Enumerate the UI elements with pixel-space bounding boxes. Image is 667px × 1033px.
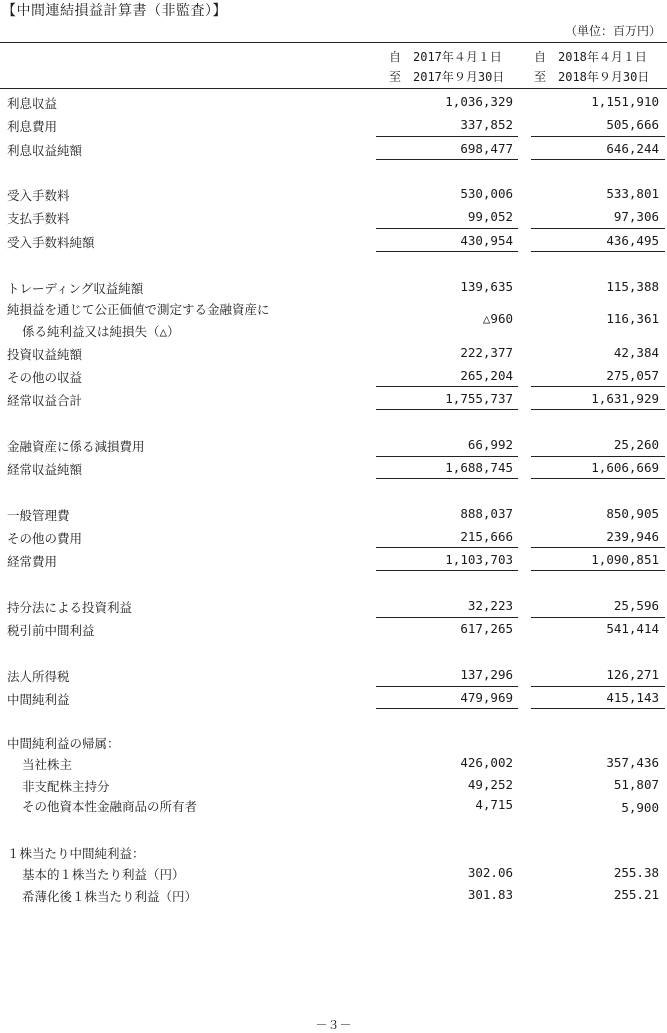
row-label: 一般管理費	[7, 508, 70, 523]
table-row	[0, 797, 667, 819]
row-label: １株当たり中間純利益：	[7, 846, 145, 861]
subtotal-rule	[376, 686, 518, 687]
subtotal-rule	[531, 136, 665, 137]
value-2017: 215,666	[460, 529, 513, 544]
value-2017: 888,037	[460, 506, 513, 521]
subtotal-rule	[376, 570, 518, 571]
value-2017: 4,715	[475, 797, 513, 812]
row-label: 受入手数料	[7, 188, 70, 203]
value-2017: 301.83	[467, 887, 513, 902]
table-row	[0, 844, 667, 866]
value-2018: 850,905	[606, 506, 659, 521]
value-2017: 49,252	[467, 777, 513, 792]
value-2018: 25,260	[613, 437, 659, 452]
value-2018: 533,801	[606, 186, 659, 201]
table-row	[0, 94, 667, 116]
value-2018: 25,596	[613, 598, 659, 613]
value-2017: 1,103,703	[445, 552, 513, 567]
subtotal-rule	[531, 547, 665, 548]
table-row	[0, 345, 667, 367]
value-2017: 222,377	[460, 345, 513, 360]
value-2018: 255.21	[613, 887, 659, 902]
row-label: 法人所得税	[7, 669, 70, 684]
row-label: 経常収益合計	[7, 393, 83, 408]
value-2017: 99,052	[467, 209, 513, 224]
row-label: 中間純利益	[7, 692, 70, 707]
row-label: 利息収益	[7, 96, 58, 111]
row-label: 基本的１株当たり利益（円）	[22, 867, 185, 882]
subtotal-rule	[531, 228, 665, 229]
row-label: トレーディング収益純額	[7, 281, 144, 296]
value-2018: 115,388	[606, 279, 659, 294]
value-2017: 1,036,329	[445, 94, 513, 109]
period-col2-end: 至 2018年９月30日	[534, 70, 650, 84]
period-col1-end: 至 2017年９月30日	[389, 70, 505, 84]
table-row	[0, 621, 667, 643]
value-2018: 126,271	[606, 667, 659, 682]
row-label: 利息収益純額	[7, 143, 83, 158]
table-row	[0, 734, 667, 756]
value-2018: 42,384	[613, 345, 659, 360]
row-label: 純損益を通じて公正価値で測定する金融資産に	[7, 302, 270, 317]
row-label: 受入手数料純額	[7, 235, 95, 250]
value-2017: 137,296	[460, 667, 513, 682]
value-2018: 5,900	[621, 800, 659, 815]
row-label: 経常費用	[7, 554, 58, 569]
value-2017: 530,006	[460, 186, 513, 201]
subtotal-rule	[376, 136, 518, 137]
row-label: 当社株主	[22, 757, 73, 772]
value-2018: 357,436	[606, 755, 659, 770]
subtotal-rule	[376, 617, 518, 618]
subtotal-rule	[531, 686, 665, 687]
row-label: 持分法による投資利益	[7, 600, 133, 615]
value-2018: 541,414	[606, 621, 659, 636]
subtotal-rule	[531, 456, 665, 457]
subtotal-rule	[376, 708, 518, 709]
row-label: 希薄化後１株当たり利益（円）	[22, 889, 198, 904]
row-label: 税引前中間利益	[7, 623, 95, 638]
table-row	[0, 186, 667, 208]
header-top-rule	[0, 42, 667, 43]
subtotal-rule	[531, 409, 665, 410]
value-2018: 646,244	[606, 141, 659, 156]
value-2018: 275,057	[606, 368, 659, 383]
value-2017: 1,755,737	[445, 391, 513, 406]
subtotal-rule	[531, 478, 665, 479]
value-2018: 436,495	[606, 233, 659, 248]
value-2017: 337,852	[460, 117, 513, 132]
value-2018: 1,606,669	[591, 460, 659, 475]
row-label: 中間純利益の帰属：	[7, 736, 120, 751]
value-2017: 430,954	[460, 233, 513, 248]
value-2018: 255.38	[613, 865, 659, 880]
period-col1-start: 自 2017年４月１日	[389, 50, 502, 64]
subtotal-rule	[376, 547, 518, 548]
row-label: 非支配株主持分	[22, 779, 110, 794]
value-2017: 479,969	[460, 690, 513, 705]
table-row	[0, 300, 667, 344]
unit-label: （単位：百万円）	[564, 24, 661, 38]
value-2018: 1,631,929	[591, 391, 659, 406]
subtotal-rule	[376, 386, 518, 387]
value-2018: 51,807	[613, 777, 659, 792]
row-label: その他の収益	[7, 370, 83, 385]
row-label-continued: 係る純利益又は純損失（△）	[22, 324, 180, 339]
value-2018: 97,306	[613, 209, 659, 224]
row-label: 利息費用	[7, 119, 58, 134]
value-2017: 32,223	[467, 598, 513, 613]
subtotal-rule	[531, 159, 665, 160]
subtotal-rule	[531, 708, 665, 709]
value-2017: 698,477	[460, 141, 513, 156]
table-row	[0, 506, 667, 528]
value-2018: 239,946	[606, 529, 659, 544]
value-2017: 66,992	[467, 437, 513, 452]
value-2017: 617,265	[460, 621, 513, 636]
subtotal-rule	[376, 159, 518, 160]
value-2017: 302.06	[467, 865, 513, 880]
table-row	[0, 777, 667, 799]
subtotal-rule	[376, 251, 518, 252]
row-label: 経常収益純額	[7, 462, 83, 477]
row-label: 金融資産に係る減損費用	[7, 439, 145, 454]
value-2018: 1,151,910	[591, 94, 659, 109]
subtotal-rule	[531, 617, 665, 618]
subtotal-rule	[376, 478, 518, 479]
value-2018: 415,143	[606, 690, 659, 705]
period-col2-start: 自 2018年４月１日	[534, 50, 647, 64]
value-2017: 426,002	[460, 755, 513, 770]
value-2018: 116,361	[606, 311, 659, 326]
table-row	[0, 865, 667, 887]
row-label: 投資収益純額	[7, 347, 83, 362]
subtotal-rule	[531, 386, 665, 387]
value-2018: 1,090,851	[591, 552, 659, 567]
row-label: その他の費用	[7, 531, 83, 546]
row-label: その他資本性金融商品の所有者	[22, 799, 198, 814]
subtotal-rule	[376, 409, 518, 410]
value-2018: 505,666	[606, 117, 659, 132]
subtotal-rule	[376, 456, 518, 457]
value-2017: 1,688,745	[445, 460, 513, 475]
subtotal-rule	[531, 251, 665, 252]
subtotal-rule	[531, 570, 665, 571]
value-2017: 139,635	[460, 279, 513, 294]
value-2017: 265,204	[460, 368, 513, 383]
value-2017: △960	[482, 311, 513, 326]
page-number: －３－	[315, 1018, 352, 1032]
table-row	[0, 755, 667, 777]
row-label: 支払手数料	[7, 211, 70, 226]
header-bottom-rule	[0, 88, 667, 89]
table-row	[0, 279, 667, 301]
subtotal-rule	[376, 228, 518, 229]
statement-title: 【中間連結損益計算書（非監査）】	[2, 3, 227, 19]
table-row	[0, 887, 667, 909]
